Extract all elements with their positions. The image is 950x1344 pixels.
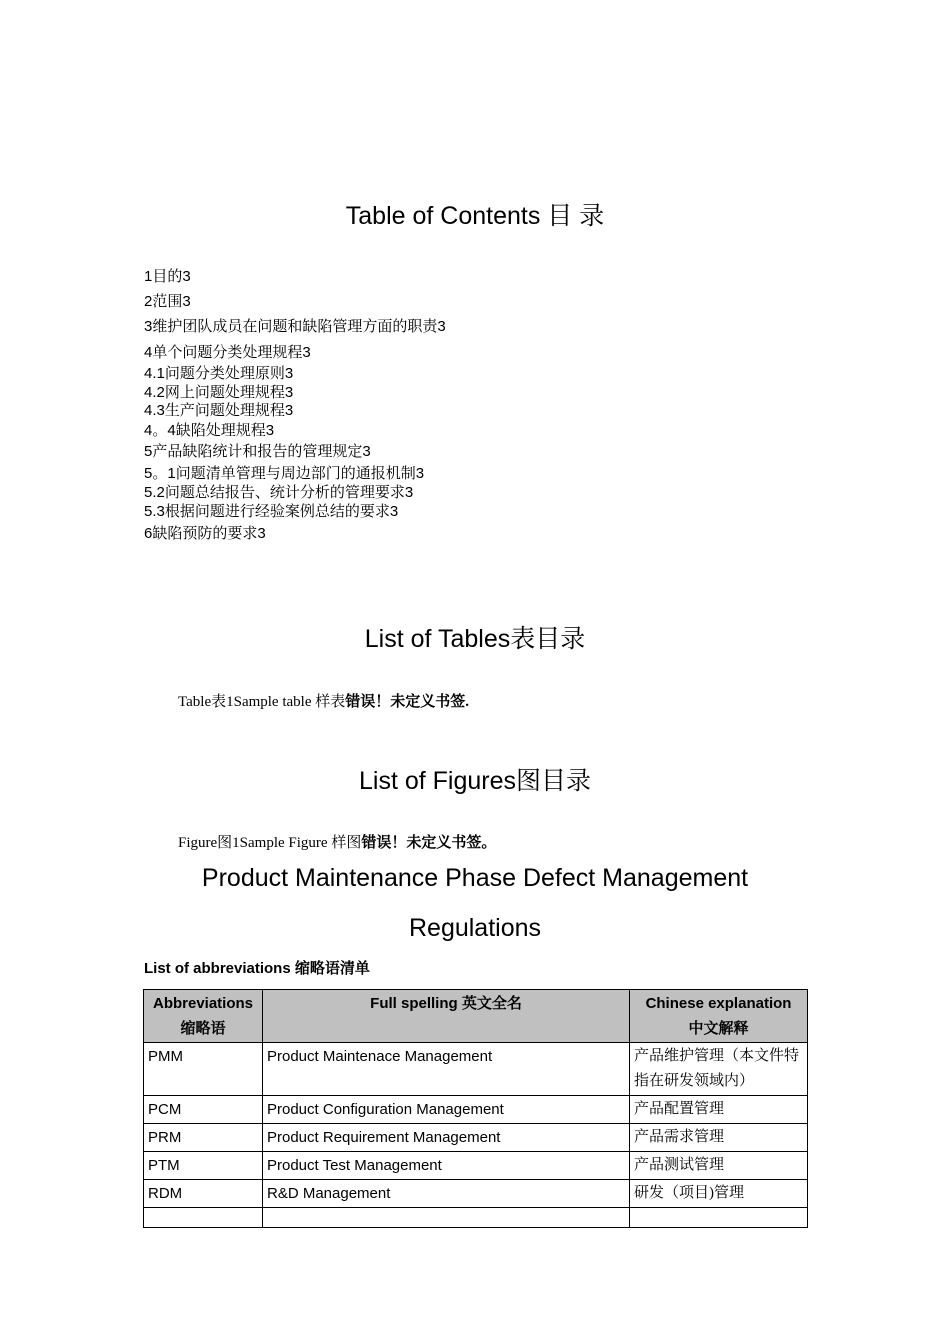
toc-entry[interactable] bbox=[144, 484, 413, 502]
header-text: 缩略语 bbox=[180, 1020, 226, 1037]
toc-entry-number: 3 bbox=[144, 318, 153, 335]
toc-entry-text: 根据问题进行经验案例总结的要求 bbox=[164, 504, 390, 520]
toc-entry[interactable] bbox=[144, 318, 446, 336]
toc-entry-number: 4.2 bbox=[144, 384, 165, 401]
toc-entry-text: 范围 bbox=[152, 294, 183, 310]
document-title: Product Maintenance Phase Defect Management bbox=[201, 864, 749, 892]
toc-entry-number: 4.3 bbox=[144, 402, 165, 419]
toc-entry[interactable] bbox=[144, 293, 191, 311]
toc-entry-text: 缺陷处理规程 bbox=[175, 423, 266, 439]
abbreviation-cell: PCM bbox=[144, 1096, 263, 1124]
full-spelling-cell: Product Requirement Management bbox=[263, 1124, 630, 1152]
toc-entry[interactable] bbox=[144, 465, 424, 483]
toc-entry-page: 3 bbox=[437, 318, 446, 335]
toc-entry-page: 3 bbox=[182, 293, 191, 310]
abbreviation-cell: PMM bbox=[144, 1043, 263, 1096]
abbreviation-cell bbox=[144, 1208, 263, 1228]
list-of-figures-entry[interactable] bbox=[178, 831, 496, 852]
toc-entry-number: 5。1 bbox=[144, 465, 176, 482]
table-row bbox=[144, 1096, 808, 1124]
toc-entry-page: 3 bbox=[284, 402, 294, 419]
table-row bbox=[144, 1043, 808, 1096]
chinese-explanation-cell: 产品维护管理（本文件特指在研发领域内） bbox=[630, 1043, 808, 1096]
toc-entry-number: 4。4 bbox=[144, 422, 176, 439]
chinese-explanation-cell: 产品需求管理 bbox=[630, 1124, 808, 1152]
toc-entry-page: 3 bbox=[265, 422, 275, 439]
toc-title: Table of Contents 目 录 bbox=[345, 202, 605, 230]
toc-entry-page: 3 bbox=[415, 465, 425, 482]
toc-entry-text: 网上问题处理规程 bbox=[164, 385, 285, 401]
toc-entry-page: 3 bbox=[182, 268, 191, 285]
table-row bbox=[144, 1152, 808, 1180]
header-text: 中文解释 bbox=[688, 1020, 749, 1037]
toc-entry-page: 3 bbox=[302, 344, 311, 361]
toc-entry-text: 缺陷预防的要求 bbox=[152, 526, 258, 542]
table-row-empty bbox=[144, 1208, 808, 1228]
toc-entry-number: 6 bbox=[144, 525, 153, 542]
toc-entry[interactable] bbox=[144, 422, 274, 440]
toc-entry-number: 5 bbox=[144, 443, 153, 460]
toc-entry[interactable] bbox=[144, 443, 371, 461]
column-header-full-spelling: Full spelling 英文全名 bbox=[263, 990, 630, 1043]
column-header-chinese-explanation bbox=[630, 990, 808, 1043]
bookmark-error-text: 错误！未定义书签。 bbox=[361, 835, 497, 851]
table-header-row bbox=[144, 990, 808, 1043]
toc-entry[interactable] bbox=[144, 384, 293, 402]
abbreviations-table bbox=[143, 989, 808, 1228]
full-spelling-cell bbox=[263, 1208, 630, 1228]
toc-entry[interactable] bbox=[144, 344, 311, 362]
header-text: Abbreviations bbox=[152, 995, 254, 1012]
full-spelling-cell: Product Maintenace Management bbox=[263, 1043, 630, 1096]
full-spelling-cell: R&D Management bbox=[263, 1180, 630, 1208]
toc-entry[interactable] bbox=[144, 365, 293, 383]
toc-entry[interactable] bbox=[144, 268, 191, 286]
full-spelling-cell: Product Configuration Management bbox=[263, 1096, 630, 1124]
toc-entry[interactable] bbox=[144, 503, 398, 521]
list-of-tables-title: List of Tables表目录 bbox=[364, 625, 586, 653]
abbreviation-cell: PRM bbox=[144, 1124, 263, 1152]
toc-entry-page: 3 bbox=[404, 484, 414, 501]
document-title-continued: Regulations bbox=[408, 914, 542, 942]
chinese-explanation-cell: 产品配置管理 bbox=[630, 1096, 808, 1124]
toc-entry-text: 产品缺陷统计和报告的管理规定 bbox=[152, 444, 363, 460]
toc-entry-page: 3 bbox=[284, 384, 294, 401]
table-entry-text: Table表1Sample table 样表 bbox=[178, 694, 346, 710]
table-row bbox=[144, 1180, 808, 1208]
toc-entry-number: 4 bbox=[144, 344, 153, 361]
list-of-tables-entry[interactable] bbox=[178, 690, 469, 711]
toc-entry-number: 2 bbox=[144, 293, 153, 310]
bookmark-error-text: 错误！未定义书签. bbox=[345, 694, 470, 710]
toc-entry-number: 4.1 bbox=[144, 365, 165, 382]
abbreviations-heading: List of abbreviations 缩略语清单 bbox=[144, 960, 370, 977]
toc-entry-number: 5.2 bbox=[144, 484, 165, 501]
toc-entry-number: 5.3 bbox=[144, 503, 165, 520]
abbreviation-cell: PTM bbox=[144, 1152, 263, 1180]
toc-entry-page: 3 bbox=[362, 443, 371, 460]
abbreviation-cell: RDM bbox=[144, 1180, 263, 1208]
toc-entry-text: 问题总结报告、统计分析的管理要求 bbox=[164, 485, 405, 501]
toc-entry-text: 生产问题处理规程 bbox=[164, 403, 285, 419]
header-text: Chinese explanation bbox=[645, 995, 792, 1012]
toc-entry[interactable] bbox=[144, 402, 293, 420]
toc-entry-page: 3 bbox=[257, 525, 266, 542]
toc-entry-text: 单个问题分类处理规程 bbox=[152, 345, 303, 361]
list-of-figures-title: List of Figures图目录 bbox=[358, 767, 591, 795]
chinese-explanation-cell bbox=[630, 1208, 808, 1228]
toc-entry-page: 3 bbox=[389, 503, 399, 520]
toc-entry-text: 问题分类处理原则 bbox=[164, 366, 285, 382]
full-spelling-cell: Product Test Management bbox=[263, 1152, 630, 1180]
figure-entry-text: Figure图1Sample Figure 样图 bbox=[178, 835, 362, 851]
column-header-abbreviations bbox=[144, 990, 263, 1043]
toc-entry-text: 目的 bbox=[152, 269, 183, 285]
table-row bbox=[144, 1124, 808, 1152]
toc-entry-text: 维护团队成员在问题和缺陷管理方面的职责 bbox=[152, 319, 438, 335]
toc-entry-number: 1 bbox=[144, 268, 153, 285]
toc-entry-text: 问题清单管理与周边部门的通报机制 bbox=[175, 466, 416, 482]
toc-entry-page: 3 bbox=[284, 365, 294, 382]
chinese-explanation-cell: 研发（项目)管理 bbox=[630, 1180, 808, 1208]
toc-entry[interactable] bbox=[144, 525, 266, 543]
chinese-explanation-cell: 产品测试管理 bbox=[630, 1152, 808, 1180]
